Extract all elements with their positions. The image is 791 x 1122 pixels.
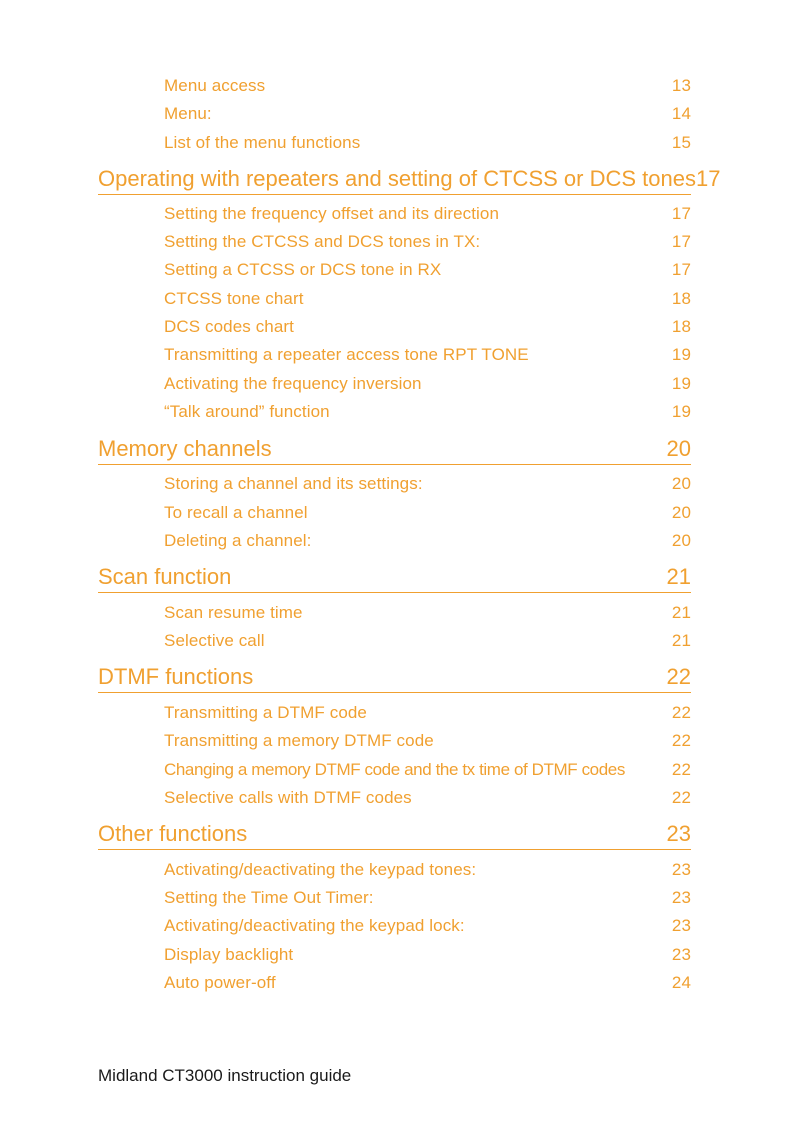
- toc-entry-title: Auto power-off: [164, 973, 276, 992]
- toc-entry-page: 17: [671, 204, 691, 223]
- toc-entry-title: To recall a channel: [164, 503, 308, 522]
- toc-entry[interactable]: [164, 788, 691, 808]
- toc-section-title: Memory channels: [98, 436, 272, 461]
- toc-entry-title: Setting a CTCSS or DCS tone in RX: [164, 260, 442, 279]
- toc-entry[interactable]: [164, 474, 691, 494]
- toc-entry-title: Activating/deactivating the keypad tones:: [164, 860, 477, 879]
- toc-entry-title: “Talk around” function: [164, 402, 330, 421]
- toc-entry-page: 18: [671, 317, 691, 336]
- toc-entry-page: 19: [671, 345, 691, 364]
- toc-entry-page: 20: [671, 474, 691, 493]
- toc-entry-page: 23: [671, 945, 691, 964]
- toc-entry-title: Transmitting a DTMF code: [164, 703, 367, 722]
- toc-entry-title: Menu access: [164, 76, 266, 95]
- toc-entry-title: Scan resume time: [164, 603, 303, 622]
- toc-entry-page: 23: [671, 916, 691, 935]
- toc-section-title: Operating with repeaters and setting of CTCSS or DCS tones: [98, 166, 696, 191]
- page-footer: Midland CT3000 instruction guide: [98, 1066, 352, 1085]
- toc-entry-title: Setting the frequency offset and its direction: [164, 204, 500, 223]
- toc-entry[interactable]: [164, 374, 691, 394]
- toc-entry[interactable]: [164, 703, 691, 723]
- toc-entry-title: Setting the CTCSS and DCS tones in TX:: [164, 232, 481, 251]
- toc-entry-page: 20: [671, 531, 691, 550]
- toc-section-page: 22: [666, 664, 691, 689]
- toc-entry-page: 15: [671, 133, 691, 152]
- toc-entry[interactable]: [164, 973, 691, 993]
- toc-section-title: Scan function: [98, 564, 232, 589]
- toc-entry-title: List of the menu functions: [164, 133, 361, 152]
- toc-entry-title: Menu:: [164, 104, 212, 123]
- toc-entry-title: DCS codes chart: [164, 317, 294, 336]
- toc-entry-title: Storing a channel and its settings:: [164, 474, 423, 493]
- toc-entry[interactable]: [164, 317, 691, 337]
- toc-entry[interactable]: [164, 503, 691, 523]
- toc-entry-page: 22: [671, 731, 691, 750]
- toc-entry[interactable]: [164, 760, 691, 780]
- toc-entry-page: 18: [671, 289, 691, 308]
- toc-section-page: 17: [695, 166, 721, 191]
- toc-entry[interactable]: [164, 260, 691, 280]
- toc-entry-title: Transmitting a repeater access tone RPT TONE: [164, 345, 529, 364]
- toc-section-heading[interactable]: [98, 664, 691, 693]
- toc-entry-title: Transmitting a memory DTMF code: [164, 731, 434, 750]
- toc-entry-title: Deleting a channel:: [164, 531, 312, 550]
- toc-section-title: Other functions: [98, 821, 248, 846]
- toc-entry[interactable]: [164, 860, 691, 880]
- toc-entry[interactable]: [164, 731, 691, 751]
- toc-entry-page: 13: [671, 76, 691, 95]
- toc-section-page: 23: [666, 821, 691, 846]
- toc-entry-page: 23: [671, 860, 691, 879]
- toc-entry-title: Selective calls with DTMF codes: [164, 788, 412, 807]
- toc-entry-title: Activating the frequency inversion: [164, 374, 422, 393]
- toc-entry-page: 19: [671, 374, 691, 393]
- toc-entry-title: Display backlight: [164, 945, 294, 964]
- toc-section-heading[interactable]: [98, 166, 721, 195]
- toc-entry[interactable]: [164, 888, 691, 908]
- toc-entry-page: 20: [671, 503, 691, 522]
- toc-entry-page: 19: [671, 402, 691, 421]
- toc-entry[interactable]: [164, 289, 691, 309]
- toc-entry[interactable]: [164, 631, 691, 651]
- toc-entry-title: CTCSS tone chart: [164, 289, 304, 308]
- toc-entry[interactable]: [164, 232, 691, 252]
- toc-section-page: 20: [666, 436, 691, 461]
- toc-entry-page: 17: [671, 260, 691, 279]
- toc-entry[interactable]: [164, 104, 691, 124]
- toc-entry-page: 22: [671, 788, 691, 807]
- toc-section-heading[interactable]: [98, 564, 691, 593]
- toc-section-title: DTMF functions: [98, 664, 254, 689]
- toc-entry[interactable]: [164, 76, 691, 96]
- toc-entry-page: 21: [671, 603, 691, 622]
- toc-entry[interactable]: [164, 916, 691, 936]
- toc-entry-page: 14: [671, 104, 691, 123]
- toc-entry[interactable]: [164, 204, 691, 224]
- toc-entry[interactable]: [164, 531, 691, 551]
- toc-entry-title: Selective call: [164, 631, 265, 650]
- toc-entry-page: 22: [671, 760, 691, 779]
- toc-entry-page: 17: [671, 232, 691, 251]
- toc-entry[interactable]: [164, 133, 691, 153]
- toc-entry[interactable]: [164, 945, 691, 965]
- toc-section-heading[interactable]: [98, 436, 691, 465]
- toc-section-heading[interactable]: [98, 821, 691, 850]
- toc-entry[interactable]: [164, 345, 691, 365]
- toc-entry-page: 21: [671, 631, 691, 650]
- toc-entry[interactable]: [164, 402, 691, 422]
- toc-section-page: 21: [666, 564, 691, 589]
- toc-entry-page: 24: [671, 973, 691, 992]
- toc-entry-page: 23: [671, 888, 691, 907]
- toc-entry-title: Activating/deactivating the keypad lock:: [164, 916, 465, 935]
- toc-entry-title: Setting the Time Out Timer:: [164, 888, 374, 907]
- toc-entry[interactable]: [164, 603, 691, 623]
- toc-entry-page: 22: [671, 703, 691, 722]
- toc-entry-title: Changing a memory DTMF code and the tx time of DTMF codes: [164, 760, 625, 779]
